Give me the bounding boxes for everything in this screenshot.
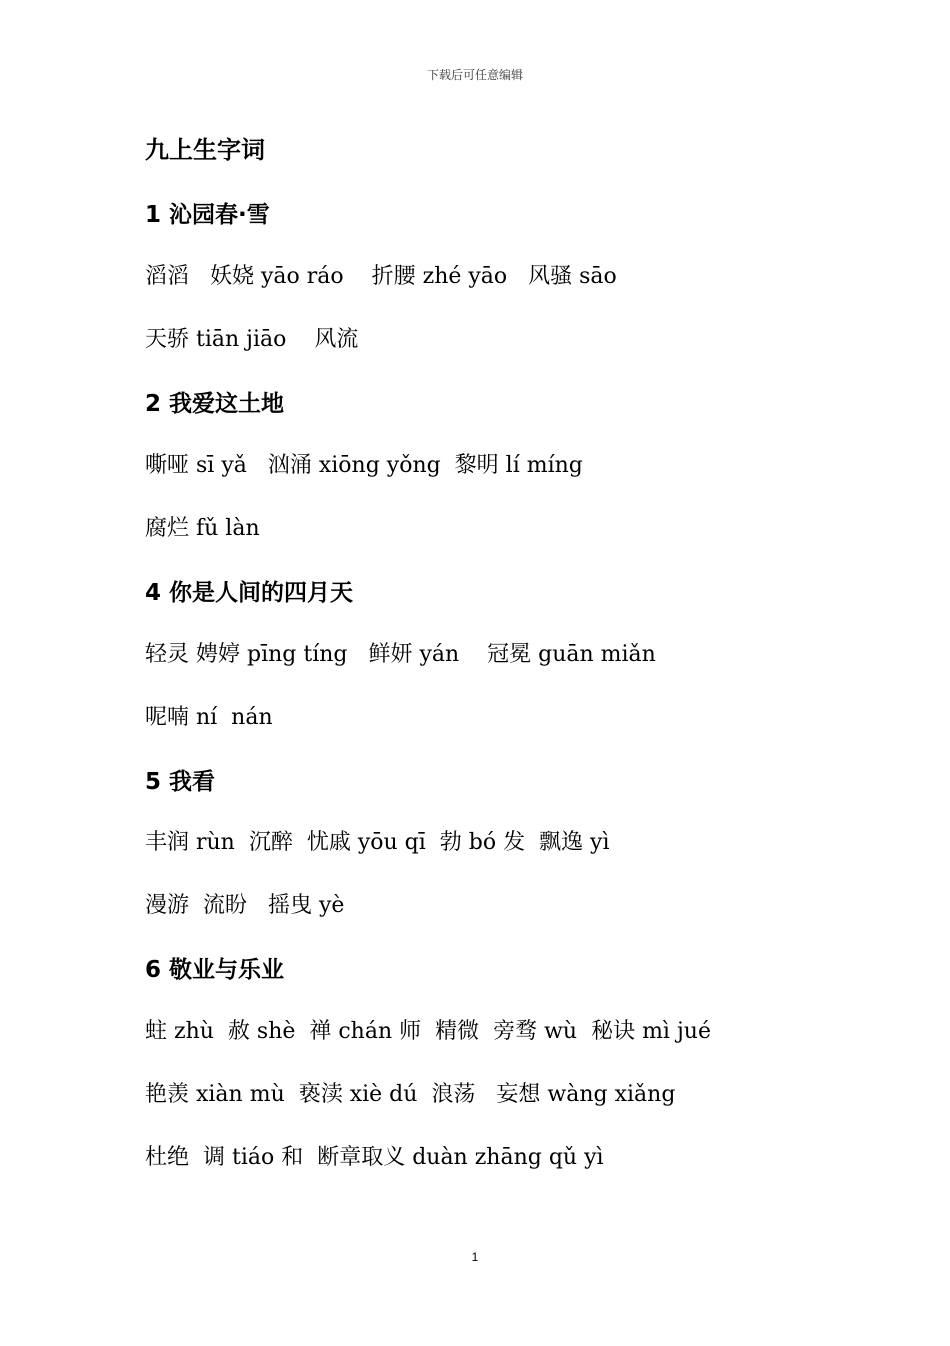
vocab-line: 蛀 zhù 赦 shè 禅 chán 师 精微 旁骛 wù 秘诀 mì jué xyxy=(145,1019,711,1044)
vocab-line: 天骄 tiān jiāo 风流 xyxy=(145,327,359,352)
document-title: 九上生字词 xyxy=(145,136,265,164)
section-heading-1: 1 沁园春·雪 xyxy=(145,202,270,228)
section-heading-5: 5 我看 xyxy=(145,769,216,795)
vocab-line: 腐烂 fǔ làn xyxy=(145,516,260,541)
vocab-line: 漫游 流盼 摇曳 yè xyxy=(145,893,345,918)
vocab-line: 杜绝 调 tiáo 和 断章取义 duàn zhāng qǔ yì xyxy=(145,1145,604,1170)
section-heading-6: 6 敬业与乐业 xyxy=(145,957,285,983)
vocab-line: 轻灵 娉婷 pīng tíng 鲜妍 yán 冠冕 guān miǎn xyxy=(145,642,656,667)
section-heading-4: 4 你是人间的四月天 xyxy=(145,580,354,606)
vocab-line: 丰润 rùn 沉醉 忧戚 yōu qī 勃 bó 发 飘逸 yì xyxy=(145,830,610,855)
vocab-line: 嘶哑 sī yǎ 汹涌 xiōng yǒng 黎明 lí míng xyxy=(145,453,583,478)
vocab-line: 艳羡 xiàn mù 亵渎 xiè dú 浪荡 妄想 wàng xiǎng xyxy=(145,1082,676,1107)
page-number: 1 xyxy=(471,1250,479,1264)
section-heading-2: 2 我爱这土地 xyxy=(145,391,285,417)
vocab-line: 呢喃 ní nán xyxy=(145,705,273,730)
vocab-line: 滔滔 妖娆 yāo ráo 折腰 zhé yāo 风骚 sāo xyxy=(145,264,617,289)
page-header: 下载后可任意编辑 xyxy=(426,68,523,82)
